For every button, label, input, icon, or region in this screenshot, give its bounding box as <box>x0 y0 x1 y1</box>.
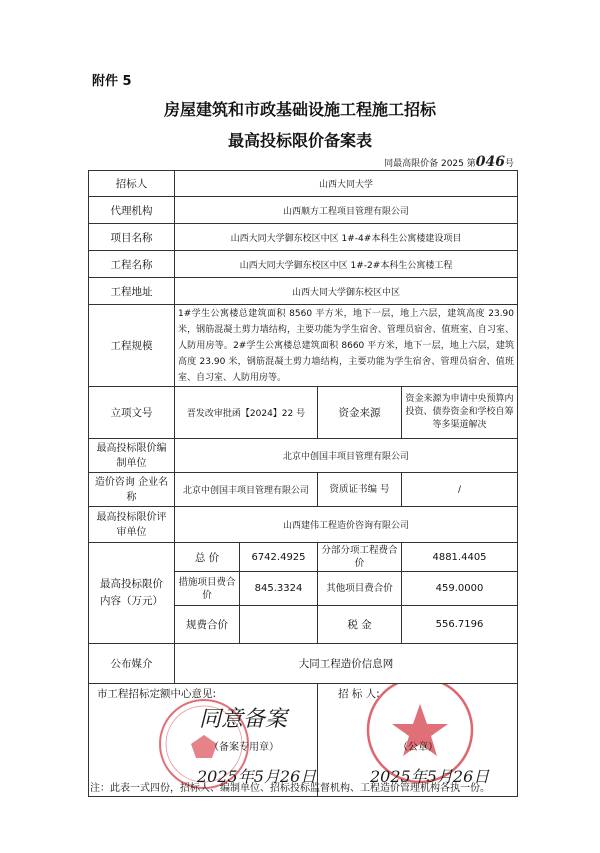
record-number-value: 046 <box>475 154 505 170</box>
tenderer-sign-title: 招 标 人: <box>338 688 380 700</box>
tenderer-value: 山西大同大学 <box>175 171 518 197</box>
price-label: 最高投标限价内容（万元） <box>89 543 175 644</box>
record-number <box>384 154 514 170</box>
compiler-label: 最高投标限价编制单位 <box>89 439 175 473</box>
project-name-value: 山西大同大学御东校区中区 1#-4#本科生公寓楼建设项目 <box>175 224 518 251</box>
tax-label: 税 金 <box>318 606 402 644</box>
record-number-prefix: 同最高限价备 2025 第 <box>384 159 476 169</box>
approval-seal-caption: （备案专用章） <box>209 742 279 753</box>
media-label: 公布媒介 <box>89 644 175 684</box>
measure-label: 措施项目费合价 <box>175 572 240 606</box>
fund-source-label: 资金来源 <box>318 387 402 439</box>
reviewer-value: 山西建伟工程造价咨询有限公司 <box>175 507 518 543</box>
other-label: 其他项目费合价 <box>318 572 402 606</box>
approval-center-title: 市工程招标定额中心意见: <box>97 688 217 700</box>
record-number-suffix: 号 <box>504 159 514 169</box>
agency-value: 山西顺方工程项目管理有限公司 <box>175 197 518 224</box>
total-value: 6742.4925 <box>240 543 318 572</box>
tax-value: 556.7196 <box>402 606 518 644</box>
location-value: 山西大同大学御东校区中区 <box>175 278 518 305</box>
agency-label: 代理机构 <box>89 197 175 224</box>
sub-item-value: 4881.4405 <box>402 543 518 572</box>
approval-date: 2025年5月26日 <box>197 767 317 786</box>
project-name-label: 项目名称 <box>89 224 175 251</box>
footnote: 注：此表一式四份，招标人、编制单位、招标投标监督机构、工程造价管理机构各执一份。 <box>90 783 490 794</box>
approval-label: 立项文号 <box>89 387 175 439</box>
attachment-label: 附件 5 <box>92 74 132 89</box>
approval-handwriting: 同意备案 <box>199 707 288 732</box>
consult-value: 北京中创国丰项目管理有限公司 <box>175 473 318 507</box>
engineering-name-value: 山西大同大学御东校区中区 1#-2#本科生公寓楼工程 <box>175 251 518 278</box>
tenderer-label: 招标人 <box>89 171 175 197</box>
total-label: 总 价 <box>175 543 240 572</box>
location-label: 工程地址 <box>89 278 175 305</box>
cert-label: 资质证书编 号 <box>318 473 402 507</box>
tenderer-seal-caption: （公章） <box>398 742 438 753</box>
engineering-name-label: 工程名称 <box>89 251 175 278</box>
tenderer-date: 2025年5月26日 <box>370 767 490 786</box>
approval-value: 晋发改审批函【2024】22 号 <box>175 387 318 439</box>
measure-value: 845.3324 <box>240 572 318 606</box>
compiler-value: 北京中创国丰项目管理有限公司 <box>175 439 518 473</box>
title-line-2: 最高投标限价备案表 <box>227 131 372 150</box>
consult-label: 造价咨询 企业名称 <box>89 473 175 507</box>
media-value: 大同工程造价信息网 <box>175 644 518 684</box>
other-value: 459.0000 <box>402 572 518 606</box>
fee-label: 规费合价 <box>175 606 240 644</box>
fee-value <box>240 606 318 644</box>
fund-source-value: 资金来源为申请中央预算内投资、债券资金和学校自筹等多渠道解决 <box>402 387 518 439</box>
scale-label: 工程规模 <box>89 305 175 387</box>
sub-item-label: 分部分项工程费合价 <box>318 543 402 572</box>
filing-table <box>88 170 518 797</box>
cert-value: / <box>402 473 518 507</box>
title-line-1: 房屋建筑和市政基础设施工程施工招标 <box>163 100 436 119</box>
scale-value: 1#学生公寓楼总建筑面积 8560 平方米，地下一层，地上六层，建筑高度 23.90 米，钢筋混凝土剪力墙结构，主要功能为学生宿舍、管理员宿舍、值班室、自习室、人防用房等。2#学生公寓楼总建筑面积 8660 平方米，地下一层，地上六层，建筑高度 23.90 米，钢筋混凝土剪力墙结构，主要功能为学生宿舍、管理员宿舍、值班室、自习室、人防用房等。 <box>175 305 518 387</box>
reviewer-label: 最高投标限价评审单位 <box>89 507 175 543</box>
